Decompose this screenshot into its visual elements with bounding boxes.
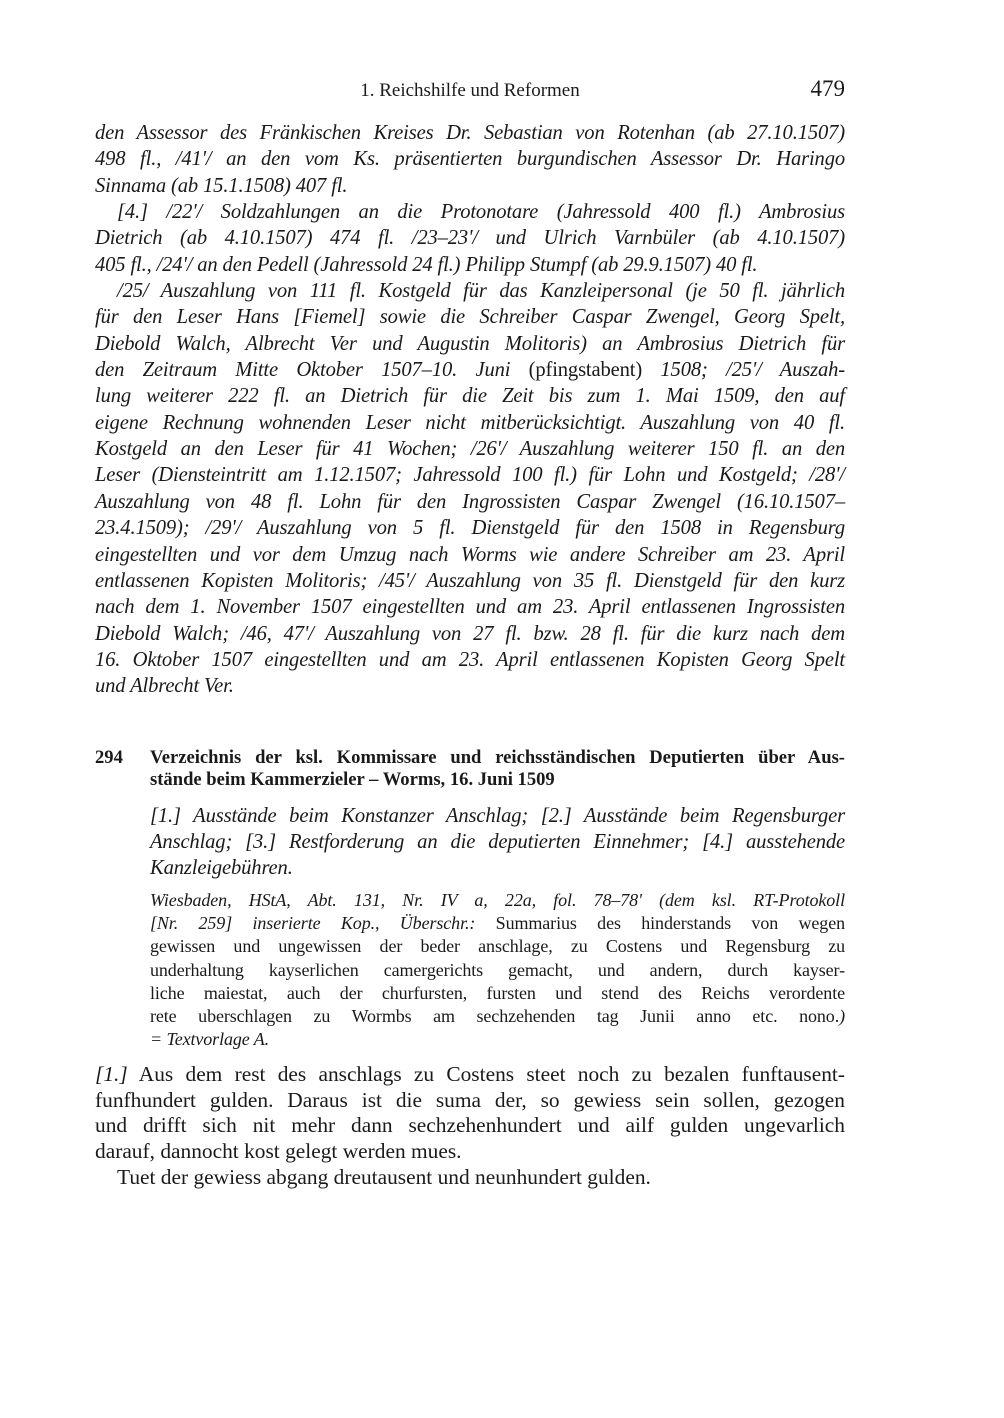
text-line: Kanzleigebühren. bbox=[150, 857, 293, 879]
text-segment: 1508; /25'/ Auszah- bbox=[642, 359, 845, 382]
text-line: lung weiterer 222 fl. an Dietrich für die Zeit bis zum 1. Mai 1509, den auf bbox=[95, 385, 845, 408]
text-line: underhaltung kayserlichen camergerichts gemacht, und andern, durch kayser- bbox=[150, 959, 845, 980]
text-line: Anschlag; [3.] Restforderung an die deputierten Einnehmer; [4.] ausstehende bbox=[150, 831, 845, 853]
text-line: Dietrich (ab 4.10.1507) 474 fl. /23–23'/ und Ulrich Varnbüler (ab 4.10.1507) bbox=[95, 227, 845, 250]
text-line: liche maiestat, auch der churfursten, fursten und stend des Reichs verordente bbox=[150, 982, 845, 1003]
document-title bbox=[150, 747, 845, 791]
text-line: Kostgeld an den Leser für 41 Wochen; /26'/ Auszahlung weiterer 150 fl. an den bbox=[95, 438, 845, 461]
text-line: den Assessor des Fränkischen Kreises Dr. Sebastian von Rotenhan (ab 27.10.1507) bbox=[95, 122, 845, 144]
text-line: Auszahlung von 48 fl. Lohn für den Ingrossisten Caspar Zwengel (16.10.1507– bbox=[95, 490, 845, 513]
document-title-line: Verzeichnis der ksl. Kommissare und reichsständischen Deputierten über Aus- bbox=[150, 747, 845, 768]
source-note bbox=[150, 889, 845, 1051]
text-segment: [1.] bbox=[95, 1062, 128, 1086]
text-line: 16. Oktober 1507 eingestellten und am 23. April entlassenen Kopisten Georg Spelt bbox=[95, 648, 845, 671]
text-line bbox=[150, 1005, 845, 1028]
text-line: darauf, dannocht kost gelegt werden mues. bbox=[95, 1139, 462, 1164]
document-abstract bbox=[150, 803, 845, 881]
text-line: funfhundert gulden. Daraus ist die suma der, so gewiess sein sollen, gezogen bbox=[95, 1087, 845, 1112]
text-segment: rete uberschlagen zu Wormbs am sechzehenden tag Junii anno etc. nono. bbox=[150, 1006, 840, 1027]
text-line: 405 fl., /24'/ an den Pedell (Jahressold 24 fl.) Philipp Stumpf (ab 29.9.1507) 40 fl. bbox=[95, 253, 758, 276]
text-line: Tuet der gewiess abgang dreutausent und neunhundert gulden. bbox=[117, 1164, 651, 1189]
text-line: /25/ Auszahlung von 111 fl. Kostgeld für das Kanzleipersonal (je 50 fl. jährlich bbox=[117, 280, 845, 303]
page-number: 479 bbox=[810, 76, 845, 101]
text-line: nach dem 1. November 1507 eingestellten und am 23. April entlassenen Ingrossisten bbox=[95, 596, 845, 619]
document-title-line: stände beim Kammerzieler – Worms, 16. Juni 1509 bbox=[150, 769, 555, 790]
text-line: 23.4.1509); /29'/ Auszahlung von 5 fl. Dienstgeld für den 1508 in Regensburg bbox=[95, 517, 845, 540]
text-segment: (pfingstabent) bbox=[528, 359, 643, 382]
running-title: 1. Reichshilfe und Reformen bbox=[360, 80, 580, 101]
text-segment: Wiesbaden, HStA, Abt. 131, Nr. IV a, 22a, fol. 78–78' (dem ksl. RT-Protokoll bbox=[150, 890, 845, 910]
text-line: eingestellten und vor dem Umzug nach Worms wie andere Schreiber am 23. April bbox=[95, 543, 845, 566]
text-line bbox=[150, 912, 845, 935]
text-line: Sinnama (ab 15.1.1508) 407 fl. bbox=[95, 174, 348, 197]
document-number: 294 bbox=[95, 747, 123, 768]
text-line: [1.] Ausstände beim Konstanzer Anschlag; [2.] Ausstände beim Regensburger bbox=[150, 805, 845, 827]
text-segment: Aus dem rest des anschlags zu Costens steet noch zu bezalen funftausent- bbox=[127, 1062, 845, 1086]
running-head bbox=[95, 76, 845, 106]
text-line: Leser (Diensteintritt am 1.12.1507; Jahressold 100 fl.) für Lohn und Kostgeld; /28'/ bbox=[95, 464, 845, 487]
text-line: Diebold Walch; /46, 47'/ Auszahlung von 27 fl. bzw. 28 fl. für die kurz nach dem bbox=[95, 622, 845, 645]
text-line bbox=[95, 357, 845, 383]
text-segment: ) bbox=[839, 1006, 845, 1027]
commentary-text bbox=[95, 120, 845, 700]
text-segment: [Nr. 259] inserierte Kop., Überschr.: bbox=[150, 913, 496, 934]
text-line: [4.] /22'/ Soldzahlungen an die Protonotare (Jahressold 400 fl.) Ambrosius bbox=[117, 201, 845, 224]
text-line: für den Leser Hans [Fiemel] sowie die Schreiber Caspar Zwengel, Georg Spelt, bbox=[95, 306, 845, 329]
text-line: entlassenen Kopisten Molitoris; /45'/ Auszahlung von 35 fl. Dienstgeld für den kurz bbox=[95, 569, 845, 592]
text-line: Diebold Walch, Albrecht Ver und Augustin Molitoris) an Ambrosius Dietrich für bbox=[95, 332, 845, 355]
text-line: 498 fl., /41'/ an den vom Ks. präsentierten burgundischen Assessor Dr. Haringo bbox=[95, 148, 845, 171]
text-line: und drifft sich nit mehr dann sechzehenhundert und ailf gulden ungevarlich bbox=[95, 1113, 845, 1138]
text-segment: Summarius des hinderstands von wegen bbox=[495, 913, 845, 934]
document-body-text bbox=[95, 1062, 845, 1191]
text-line: und Albrecht Ver. bbox=[95, 675, 234, 698]
text-segment: den Zeitraum Mitte Oktober 1507–10. Juni bbox=[95, 359, 529, 382]
text-line bbox=[95, 1062, 845, 1088]
text-line bbox=[150, 889, 845, 912]
text-line: gewissen und ungewissen der beder anschlage, zu Costens und Regensburg zu bbox=[150, 936, 845, 957]
text-segment: = Textvorlage A. bbox=[150, 1029, 270, 1050]
text-line bbox=[150, 1028, 845, 1051]
text-line: eigene Rechnung wohnenden Leser nicht mitberücksichtigt. Auszahlung von 40 fl. bbox=[95, 411, 845, 434]
